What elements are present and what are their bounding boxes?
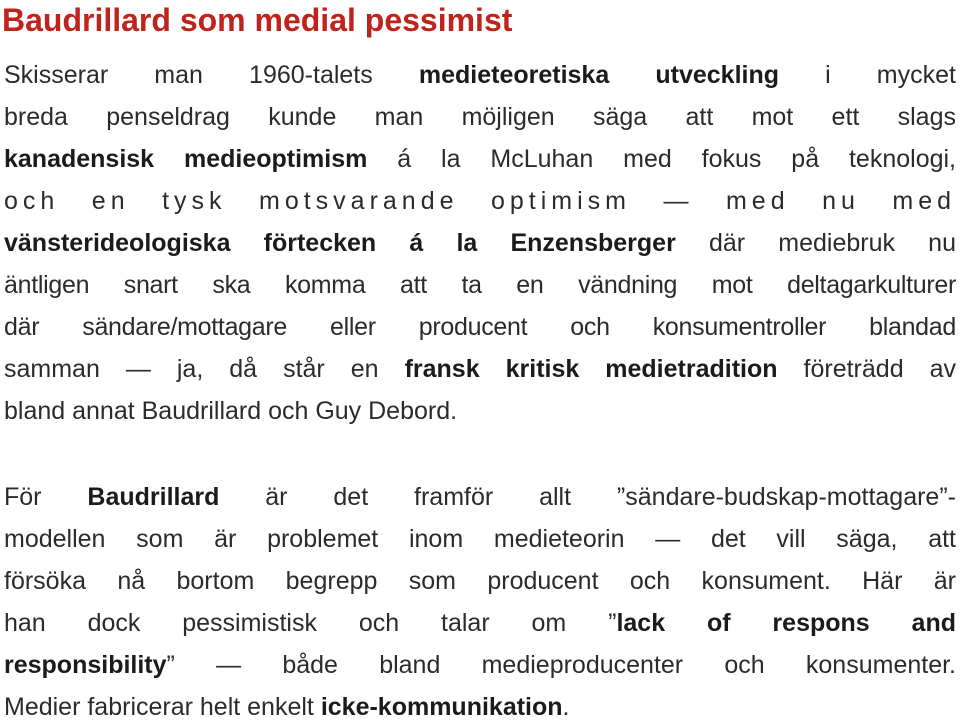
text-run: i mycket (779, 61, 956, 89)
bold-term: fransk kritisk medietradition (404, 355, 778, 383)
text-line (4, 686, 956, 728)
text-run: äntligen snart ska komma att ta en vändning mot deltagarkulturer (4, 271, 956, 299)
text-line (4, 264, 956, 306)
bold-term: responsibility (4, 651, 167, 679)
text-run: där sändare/mottagare eller producent och konsumentroller blandad (4, 313, 956, 341)
text-run: där mediebruk nu (675, 229, 956, 257)
bold-term: vänsterideologiska förtecken á la Enzensberger (4, 229, 676, 257)
text-line (4, 180, 956, 222)
text-line (4, 96, 956, 138)
slide-title: Baudrillard som medial pessimist (2, 2, 513, 38)
text-line (4, 390, 956, 432)
text-run: och en tysk motsvarande optimism — med nu med (4, 187, 956, 215)
text-line (4, 54, 956, 96)
bold-term: kanadensisk medieoptimism (4, 145, 368, 173)
body-paragraph-1 (4, 54, 956, 432)
text-run: . (562, 693, 570, 721)
body-paragraph-2 (4, 476, 956, 728)
text-line (4, 348, 956, 390)
bold-term: Baudrillard (87, 483, 220, 511)
text-run: Medier fabricerar helt enkelt (4, 693, 321, 721)
text-run: Skisserar man 1960-talets (4, 61, 419, 89)
text-run: samman — ja, då står en (4, 355, 405, 383)
text-line (4, 560, 956, 602)
text-run: han dock pessimistisk och talar om ” (4, 609, 617, 637)
text-line (4, 602, 956, 644)
text-line (4, 138, 956, 180)
text-run: bland annat Baudrillard och Guy Debord. (4, 397, 458, 425)
bold-term: medieteoretiska utveckling (418, 61, 780, 89)
bold-term: icke-kommunikation (320, 693, 563, 721)
text-line (4, 518, 956, 560)
text-line (4, 476, 956, 518)
text-line (4, 222, 956, 264)
text-run: ” — både bland medieproducenter och konsumenter. (166, 651, 956, 679)
text-run: modellen som är problemet inom medieteorin — det vill säga, att (4, 525, 956, 553)
text-run: är det framför allt ”sändare-budskap-mottagare”- (219, 483, 956, 511)
text-line (4, 644, 956, 686)
text-run: För (4, 483, 88, 511)
text-run: á la McLuhan med fokus på teknologi, (367, 145, 957, 173)
text-run: företrädd av (777, 355, 957, 383)
text-run: breda penseldrag kunde man möjligen säga att mot ett slags (4, 103, 956, 131)
bold-term: lack of respons and (616, 609, 956, 637)
text-line (4, 306, 956, 348)
text-run: försöka nå bortom begrepp som producent och konsument. Här är (4, 567, 956, 595)
